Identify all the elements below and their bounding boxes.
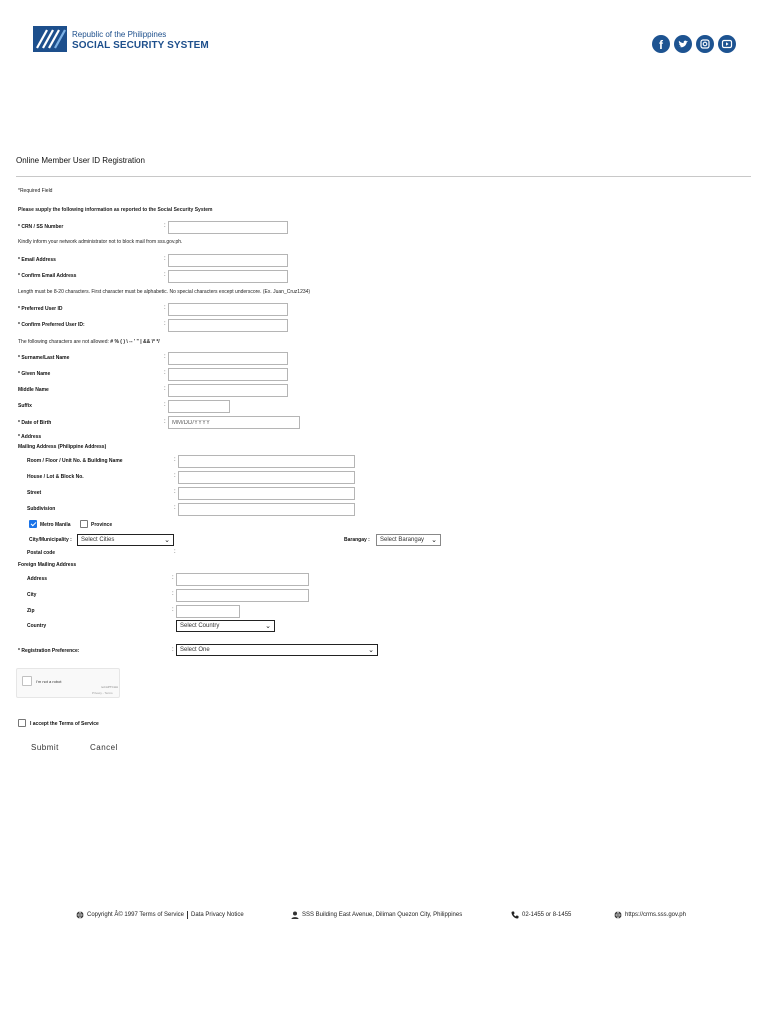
chars-note-chars: # % ( ) \ -- ' " | && \* */ — [110, 339, 160, 345]
country-select-value: Select Country — [180, 623, 220, 629]
mail-note: Kindly inform your network administrator not to block mail from sss.gov.ph. — [18, 239, 183, 245]
person-icon — [291, 911, 299, 919]
chevron-down-icon: ⌄ — [164, 537, 170, 544]
userid-input[interactable] — [168, 303, 288, 316]
country-select[interactable] — [176, 620, 275, 632]
foreign-address-label: Foreign Mailing Address — [18, 562, 77, 568]
subdivision-input[interactable] — [178, 503, 355, 516]
footer-website — [614, 911, 686, 919]
title-divider — [16, 176, 751, 177]
terms-checkbox[interactable] — [18, 719, 26, 727]
foreign-address-input[interactable] — [176, 573, 309, 586]
colon: : — [174, 505, 176, 511]
org-line2: SOCIAL SECURITY SYSTEM — [72, 40, 209, 51]
subdivision-label: Subdivision — [27, 506, 56, 512]
province-label: Province — [91, 522, 113, 528]
room-label: Room / Floor / Unit No. & Building Name — [27, 458, 123, 464]
metro-manila-label: Metro Manila — [40, 522, 71, 528]
confirm-userid-input[interactable] — [168, 319, 288, 332]
svg-text:f: f — [659, 38, 663, 52]
userid-label: * Preferred User ID — [18, 306, 63, 312]
terms-text — [30, 721, 99, 727]
house-input[interactable] — [178, 471, 355, 484]
suffix-input[interactable] — [168, 400, 230, 413]
province-checkbox[interactable] — [80, 520, 88, 528]
recaptcha-label: I'm not a robot — [36, 679, 62, 684]
suffix-label: Suffix — [18, 403, 32, 409]
recaptcha-links: Privacy - Terms — [92, 691, 113, 695]
terms-of-service-link[interactable]: Terms of Service — [58, 721, 99, 727]
colon: : — [164, 223, 166, 229]
colon: : — [164, 272, 166, 278]
dob-input[interactable] — [168, 416, 300, 429]
terms-prefix: I accept the — [30, 721, 58, 727]
crn-label: * CRN / SS Number — [18, 224, 64, 230]
middle-name-label: Middle Name — [18, 387, 49, 393]
userid-note: Length must be 8-20 characters. First character must be alphabetic. No special characters except underscore. (Ex. Juan_Cruz1234) — [18, 289, 311, 295]
surname-label: * Surname/Last Name — [18, 355, 70, 361]
colon: : — [172, 591, 174, 597]
colon: : — [172, 607, 174, 613]
foreign-address-field-label: Address — [27, 576, 48, 582]
barangay-label: Barangay : — [344, 537, 370, 543]
recaptcha-brand: reCAPTCHA — [101, 685, 119, 689]
registration-preference-select[interactable] — [176, 644, 378, 656]
email-input[interactable] — [168, 254, 288, 267]
postal-code-label: Postal code — [27, 550, 56, 556]
given-name-label: * Given Name — [18, 371, 51, 377]
chars-note — [18, 339, 160, 345]
colon: : — [172, 647, 174, 653]
room-input[interactable] — [178, 455, 355, 468]
city-select-value: Select Cities — [81, 537, 115, 543]
colon: : — [174, 489, 176, 495]
recaptcha-checkbox[interactable] — [22, 676, 32, 686]
street-label: Street — [27, 490, 42, 496]
confirm-email-input[interactable] — [168, 270, 288, 283]
phone-text: 02-1455 or 8-1455 — [522, 912, 572, 918]
middle-name-input[interactable] — [168, 384, 288, 397]
twitter-icon[interactable] — [674, 35, 692, 53]
footer-divider — [187, 911, 188, 919]
footer-address — [291, 911, 462, 919]
city-label: City/Municipality : — [29, 537, 72, 543]
phone-icon — [511, 911, 519, 919]
metro-manila-checkbox[interactable] — [29, 520, 37, 528]
barangay-select-value: Select Barangay — [380, 537, 425, 543]
sss-logo-icon — [33, 26, 67, 52]
globe-icon — [614, 911, 622, 919]
colon: : — [164, 354, 166, 360]
youtube-icon[interactable] — [718, 35, 736, 53]
org-line1: Republic of the Philippines — [72, 30, 167, 39]
registration-preference-label: * Registration Preference: — [18, 648, 80, 654]
mailing-address-label: Mailing Address (Philippine Address) — [18, 444, 107, 450]
data-privacy-link[interactable]: Data Privacy Notice — [191, 912, 244, 918]
colon: : — [164, 386, 166, 392]
colon: : — [164, 402, 166, 408]
copyright-text[interactable]: Copyright Â© 1997 Terms of Service — [87, 912, 185, 918]
address-label: * Address — [18, 434, 42, 440]
page-title: Online Member User ID Registration — [16, 156, 145, 165]
confirm-email-label: * Confirm Email Address — [18, 273, 77, 279]
city-select[interactable] — [77, 534, 174, 546]
required-note: *Required Field — [18, 188, 53, 194]
registration-preference-value: Select One — [180, 647, 210, 653]
instagram-icon[interactable] — [696, 35, 714, 53]
intro-text: Please supply the following information as reported to the Social Security System — [18, 207, 213, 213]
colon: : — [164, 419, 166, 425]
given-name-input[interactable] — [168, 368, 288, 381]
cancel-button[interactable]: Cancel — [90, 743, 118, 752]
colon: : — [174, 473, 176, 479]
barangay-select[interactable] — [376, 534, 441, 546]
colon: : — [164, 305, 166, 311]
foreign-zip-input[interactable] — [176, 605, 240, 618]
colon: : — [172, 575, 174, 581]
colon: : — [174, 457, 176, 463]
submit-button[interactable]: Submit — [31, 743, 59, 752]
foreign-country-label: Country — [27, 623, 47, 629]
street-input[interactable] — [178, 487, 355, 500]
foreign-city-input[interactable] — [176, 589, 309, 602]
chevron-down-icon: ⌄ — [265, 623, 271, 630]
crn-input[interactable] — [168, 221, 288, 234]
colon: : — [174, 549, 176, 555]
colon: : — [164, 321, 166, 327]
colon: : — [164, 370, 166, 376]
surname-input[interactable] — [168, 352, 288, 365]
chevron-down-icon: ⌄ — [368, 647, 374, 654]
confirm-userid-label: * Confirm Preferred User ID: — [18, 322, 85, 328]
email-label: * Email Address — [18, 257, 56, 263]
facebook-icon[interactable] — [652, 35, 670, 53]
website-link[interactable]: https://crms.sss.gov.ph — [625, 912, 686, 918]
colon: : — [164, 256, 166, 262]
footer-copyright — [76, 911, 244, 919]
footer-phone — [511, 911, 571, 919]
house-label: House / Lot & Block No. — [27, 474, 84, 480]
globe-icon — [76, 911, 84, 919]
foreign-city-label: City — [27, 592, 37, 598]
foreign-zip-label: Zip — [27, 608, 35, 614]
address-text: SSS Building East Avenue, Diliman Quezon City, Philippines — [302, 912, 463, 918]
chars-note-prefix: The following characters are not allowed: — [18, 339, 109, 345]
dob-label: * Date of Birth — [18, 420, 52, 426]
chevron-down-icon: ⌄ — [431, 537, 437, 544]
